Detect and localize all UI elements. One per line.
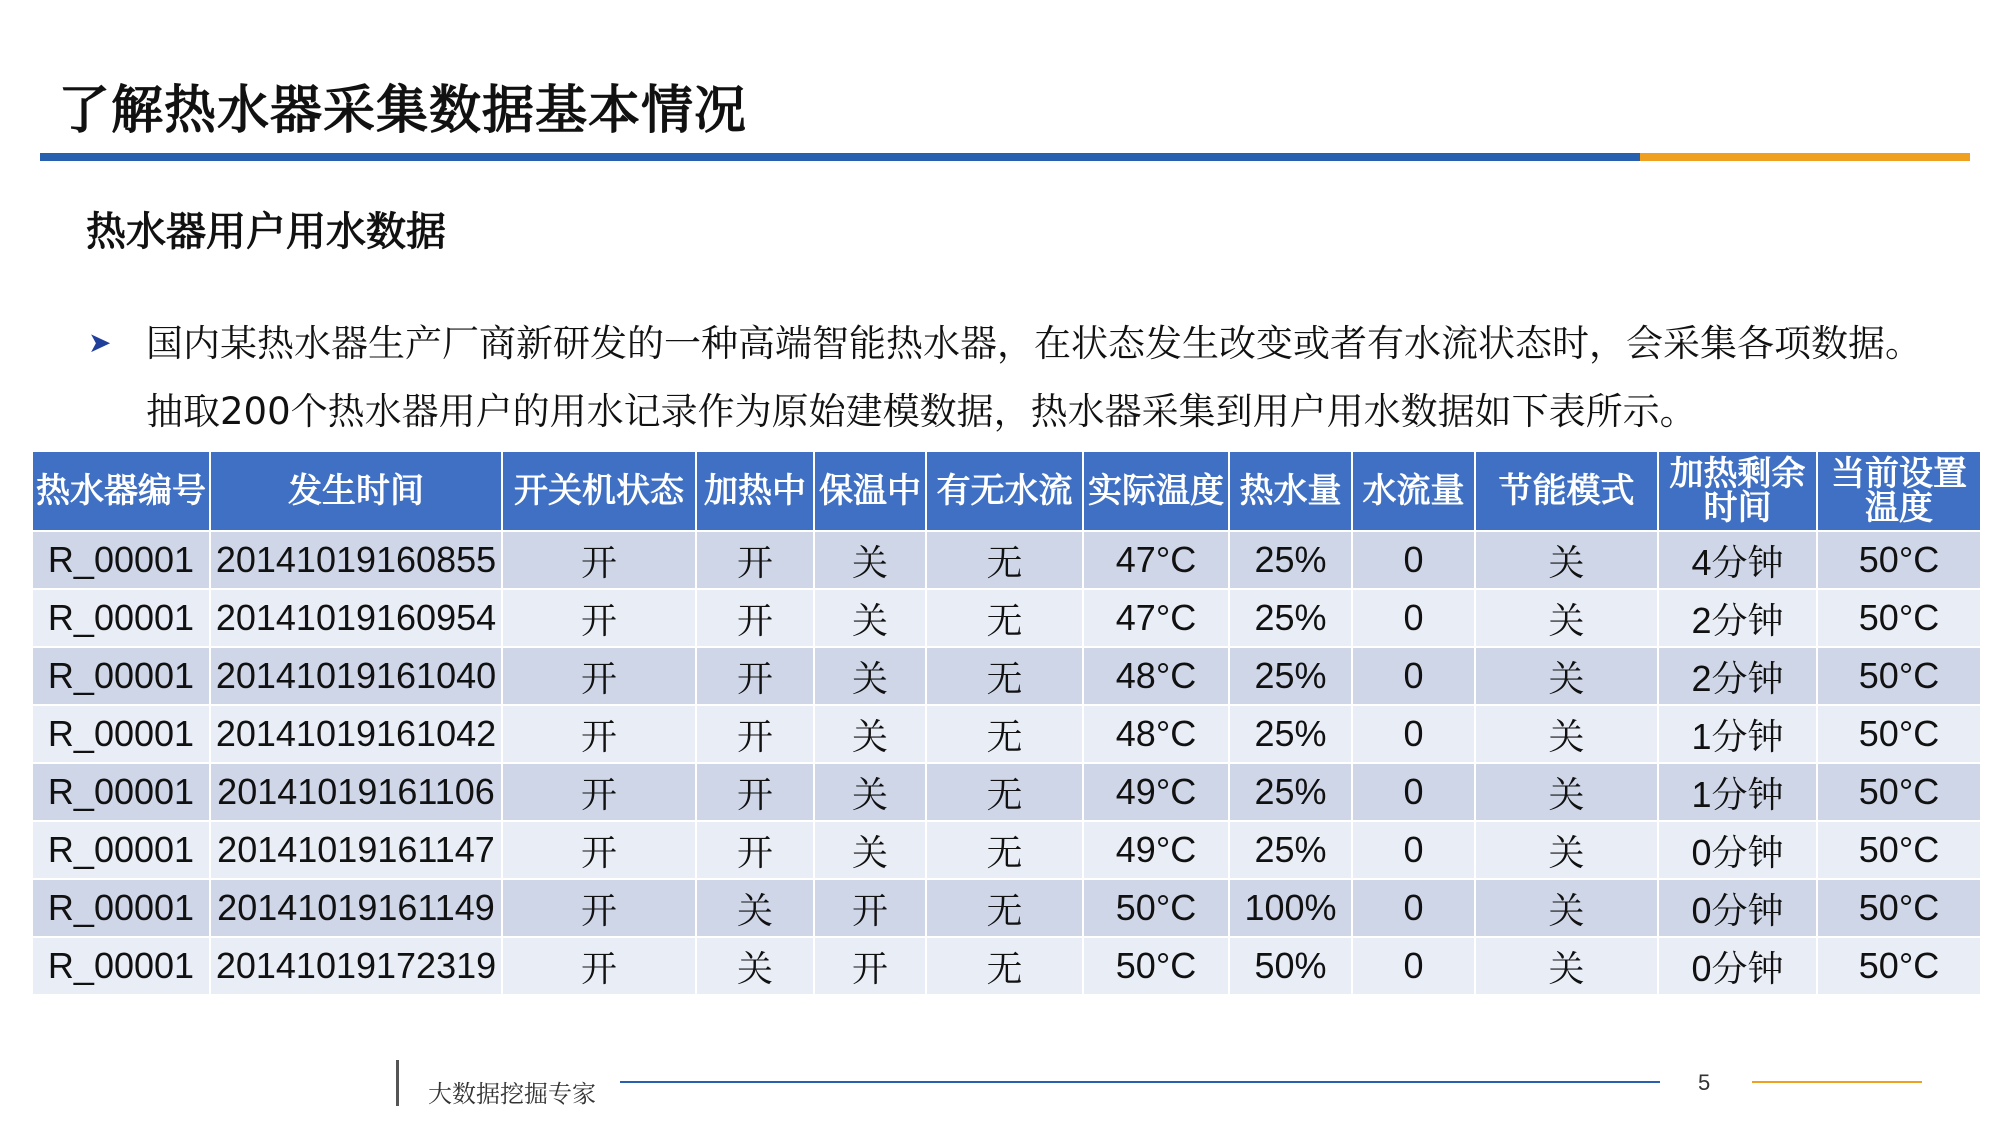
table-row [32,647,1981,705]
table-row [32,763,1981,821]
arrow-bullet-icon: ➤ [88,326,112,359]
table-cell: 49°C [1083,763,1229,821]
table-cell: 47°C [1083,589,1229,647]
table-cell: 25% [1229,531,1352,589]
table-cell: 20141019161149 [210,879,502,937]
column-header: 开关机状态 [502,451,696,531]
table-cell: 0 [1352,589,1475,647]
table-cell: 50°C [1083,879,1229,937]
table-cell: 25% [1229,763,1352,821]
column-header: 加热中 [696,451,814,531]
table-cell: 20141019161147 [210,821,502,879]
table-cell: 20141019161042 [210,705,502,763]
footer-rule-orange [1752,1081,1922,1083]
table-cell: 0分钟 [1658,937,1817,995]
table-cell: 47°C [1083,531,1229,589]
column-header: 保温中 [814,451,926,531]
table-cell: 关 [1475,937,1658,995]
table-cell: 无 [926,879,1083,937]
water-usage-table [31,450,1982,996]
table-cell: 开 [696,531,814,589]
table-cell: 无 [926,589,1083,647]
table-cell: 48°C [1083,647,1229,705]
table-cell: 50°C [1817,531,1981,589]
title-rule-blue [40,153,1640,161]
table-cell: 关 [814,647,926,705]
table-cell: 0 [1352,705,1475,763]
table-cell: 关 [1475,879,1658,937]
table-cell: 25% [1229,705,1352,763]
column-header: 加热剩余时间 [1658,451,1817,531]
table-cell: 0分钟 [1658,821,1817,879]
table-cell: 开 [502,531,696,589]
column-header: 实际温度 [1083,451,1229,531]
table-row [32,879,1981,937]
table-cell: R_00001 [32,647,210,705]
table-header-row [32,451,1981,531]
title-rule-orange [1640,153,1970,161]
table-cell: 50°C [1817,705,1981,763]
table-cell: 1分钟 [1658,705,1817,763]
page-number: 5 [1698,1070,1711,1095]
table-cell: 开 [502,879,696,937]
table-cell: R_00001 [32,879,210,937]
table-cell: 25% [1229,647,1352,705]
table-cell: 0 [1352,879,1475,937]
table-cell: 开 [696,763,814,821]
table-cell: 关 [1475,705,1658,763]
table-cell: 49°C [1083,821,1229,879]
table-cell: 50% [1229,937,1352,995]
table-cell: 关 [696,879,814,937]
table-cell: 关 [814,821,926,879]
table-cell: 关 [814,705,926,763]
intro-paragraph: 国内某热水器生产厂商新研发的一种高端智能热水器，在状态发生改变或者有水流状态时，会采集各项数据。抽取200个热水器用户的用水记录作为原始建模数据，热水器采集到用户用水数据如下表所示。 [146,322,1922,433]
table-cell: 关 [1475,763,1658,821]
table-cell: 无 [926,763,1083,821]
table-cell: R_00001 [32,531,210,589]
column-header: 水流量 [1352,451,1475,531]
table-cell: 关 [814,589,926,647]
table-row [32,705,1981,763]
table-cell: 关 [814,531,926,589]
table-cell: 0 [1352,763,1475,821]
column-header: 节能模式 [1475,451,1658,531]
table-cell: 开 [696,705,814,763]
footer-text: 大数据挖掘专家 [428,1080,596,1108]
table-row [32,589,1981,647]
table-row [32,937,1981,995]
table-cell: 无 [926,705,1083,763]
table-cell: 关 [1475,589,1658,647]
table-cell: 50°C [1817,821,1981,879]
table-cell: 无 [926,821,1083,879]
table-cell: 1分钟 [1658,763,1817,821]
section-title: 热水器用户用水数据 [86,209,446,255]
table-cell: 25% [1229,589,1352,647]
table-cell: 无 [926,937,1083,995]
table-row [32,821,1981,879]
table-cell: 开 [696,589,814,647]
table-cell: 无 [926,531,1083,589]
table-cell: R_00001 [32,821,210,879]
column-header: 有无水流 [926,451,1083,531]
table-cell: R_00001 [32,589,210,647]
table-cell: 0 [1352,821,1475,879]
table-cell: 0 [1352,937,1475,995]
table-cell: 0分钟 [1658,879,1817,937]
column-header: 发生时间 [210,451,502,531]
table-cell: 开 [696,821,814,879]
table-cell: 25% [1229,821,1352,879]
table-cell: 50°C [1817,879,1981,937]
table-cell: 开 [502,937,696,995]
table-cell: 50°C [1817,647,1981,705]
footer-rule-blue [620,1081,1660,1083]
table-cell: 50°C [1083,937,1229,995]
column-header: 当前设置温度 [1817,451,1981,531]
table-cell: 开 [814,879,926,937]
table-cell: 50°C [1817,763,1981,821]
table-cell: 20141019160954 [210,589,502,647]
table-cell: 关 [1475,821,1658,879]
footer-divider [396,1060,399,1106]
table-cell: 开 [502,647,696,705]
table-cell: 开 [814,937,926,995]
column-header: 热水器编号 [32,451,210,531]
table-cell: 50°C [1817,589,1981,647]
table-cell: 2分钟 [1658,589,1817,647]
table-cell: 无 [926,647,1083,705]
table-cell: 100% [1229,879,1352,937]
table-cell: 0 [1352,531,1475,589]
table-cell: R_00001 [32,763,210,821]
table-cell: R_00001 [32,937,210,995]
table-cell: 关 [696,937,814,995]
table-cell: 20141019161040 [210,647,502,705]
table-cell: 2分钟 [1658,647,1817,705]
table-cell: 开 [502,589,696,647]
table-cell: 20141019161106 [210,763,502,821]
table-cell: 48°C [1083,705,1229,763]
table-cell: 0 [1352,647,1475,705]
column-header: 热水量 [1229,451,1352,531]
table-cell: 开 [502,705,696,763]
table-cell: 4分钟 [1658,531,1817,589]
slide-title: 了解热水器采集数据基本情况 [58,81,748,141]
table-cell: 关 [1475,531,1658,589]
table-cell: 20141019160855 [210,531,502,589]
table-cell: 关 [814,763,926,821]
table-cell: 20141019172319 [210,937,502,995]
table-row [32,531,1981,589]
table-cell: 关 [1475,647,1658,705]
table-cell: R_00001 [32,705,210,763]
table-cell: 开 [502,763,696,821]
table-cell: 开 [696,647,814,705]
table-cell: 50°C [1817,937,1981,995]
table-cell: 开 [502,821,696,879]
